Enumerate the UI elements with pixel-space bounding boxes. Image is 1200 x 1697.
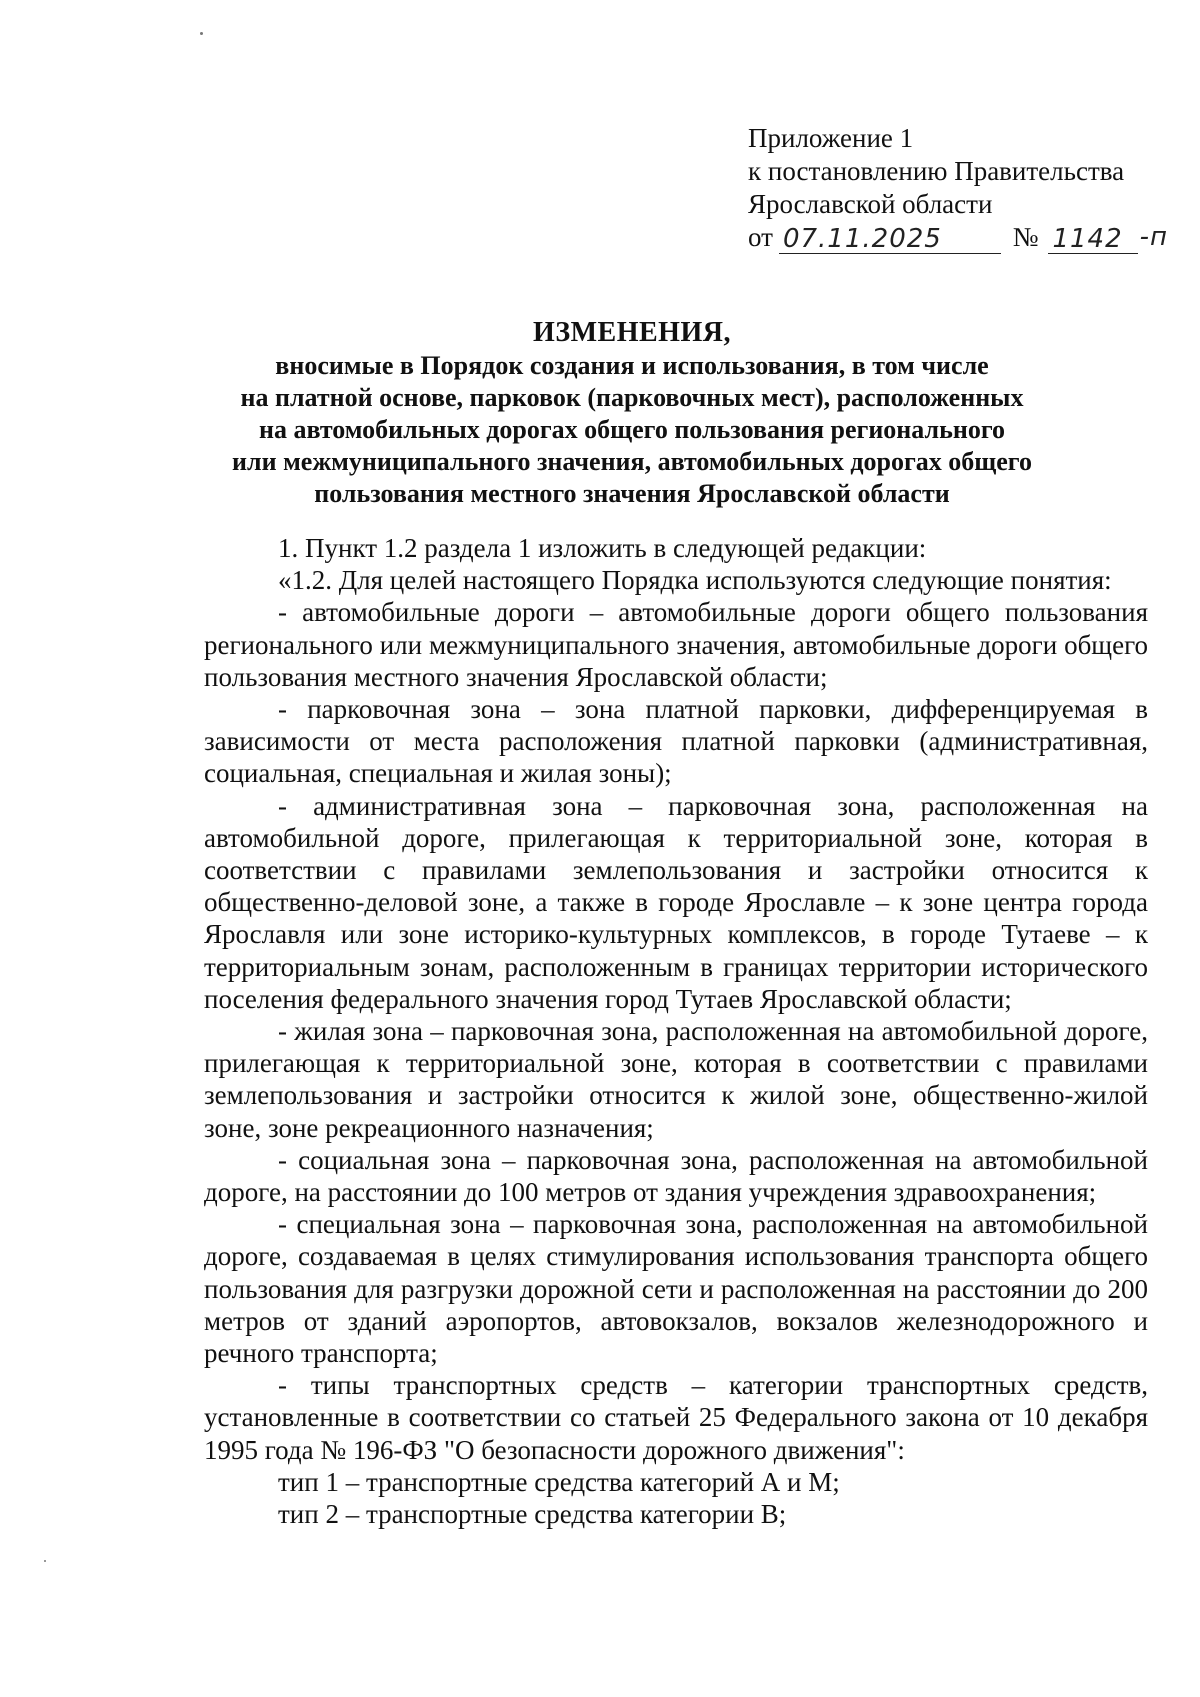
- title-subline: на автомобильных дорогах общего пользования регионального: [258, 415, 1005, 444]
- date-field: [779, 224, 1001, 254]
- appendix-date-number-line: [748, 221, 1168, 254]
- paragraph-roads: - автомобильные дороги – автомобильные дороги общего пользования регионального или межмуниципального значения, автомобильные дороги общего пользования местного значения Ярославской области;: [204, 597, 1148, 692]
- paragraph-vehicle-types: - типы транспортных средств – категории транспортных средств, установленные в соответствии со статьей 25 Федерального закона от 10 декабря 1995 года № 196-ФЗ "О безопасности дорожного движения":: [204, 1370, 1148, 1465]
- title-subline: пользования местного значения Ярославской области: [314, 479, 950, 508]
- title-subline: вносимые в Порядок создания и использования, в том числе: [275, 351, 989, 380]
- paragraph-type-1: тип 1 – транспортные средства категорий А и М;: [278, 1466, 840, 1497]
- document-body: [204, 532, 1148, 1530]
- paragraph-parking-zone: - парковочная зона – зона платной парковки, дифференцируемая в зависимости от места расположения платной парковки (административная, социальная, специальная и жилая зоны);: [204, 694, 1148, 789]
- appendix-region: Ярославской области: [748, 189, 993, 219]
- appendix-resolution-ref: к постановлению Правительства: [748, 156, 1125, 186]
- paragraph-definition-intro: «1.2. Для целей настоящего Порядка используются следующие понятия:: [278, 565, 1112, 596]
- paragraph-item-1: 1. Пункт 1.2 раздела 1 изложить в следующей редакции:: [278, 533, 927, 563]
- title-subline: на платной основе, парковок (парковочных мест), расположенных: [240, 383, 1024, 412]
- paragraph-type-2: тип 2 – транспортные средства категории В;: [278, 1499, 787, 1530]
- handwritten-number: 1142: [1052, 224, 1123, 254]
- scan-speck: [44, 1560, 46, 1562]
- paragraph-admin-zone: - административная зона – парковочная зона, расположенная на автомобильной дороге, прилегающая к территориальной зоне, которая в соответствии с правилами землепользования и застройки относится к общественно-деловой зоне, а также в городе Ярославле – к зоне центра города Ярославля или зоне историко-культурных комплексов, в городе Тутаеве – к территориальным зонам, расположенным в границах территории исторического поселения федерального значения город Тутаев Ярославской области;: [204, 790, 1148, 1014]
- title-heading: ИЗМЕНЕНИЯ,: [533, 317, 731, 348]
- paragraph-special-zone: - специальная зона – парковочная зона, расположенная на автомобильной дороге, создаваемая в целях стимулирования использования транспорта общего пользования для разгрузки дорожной сети и расположенная на расстоянии до 200 метров от зданий аэропортов, автовокзалов, вокзалов железнодорожного и речного транспорта;: [204, 1209, 1148, 1369]
- paragraph-residential-zone: - жилая зона – парковочная зона, расположенная на автомобильной дороге, прилегающая к территориальной зоне, которая в соответствии с правилами землепользования и застройки относится к жилой зоне, общественно-жилой зоне, зоне рекреационного назначения;: [204, 1016, 1148, 1143]
- appendix-block: [748, 122, 1168, 254]
- scan-speck: [200, 32, 203, 35]
- document-title: [200, 316, 1064, 510]
- title-subline: или межмуниципального значения, автомобильных дорогах общего: [232, 447, 1032, 476]
- date-prefix: от: [748, 222, 773, 252]
- handwritten-number-suffix: -п: [1139, 222, 1168, 252]
- number-field: [1048, 224, 1137, 254]
- number-prefix: №: [1012, 222, 1039, 252]
- handwritten-date: 07.11.2025: [782, 224, 942, 254]
- paragraph-social-zone: - социальная зона – парковочная зона, расположенная на автомобильной дороге, на расстоянии до 100 метров от здания учреждения здравоохранения;: [204, 1144, 1148, 1208]
- appendix-title: Приложение 1: [748, 123, 914, 153]
